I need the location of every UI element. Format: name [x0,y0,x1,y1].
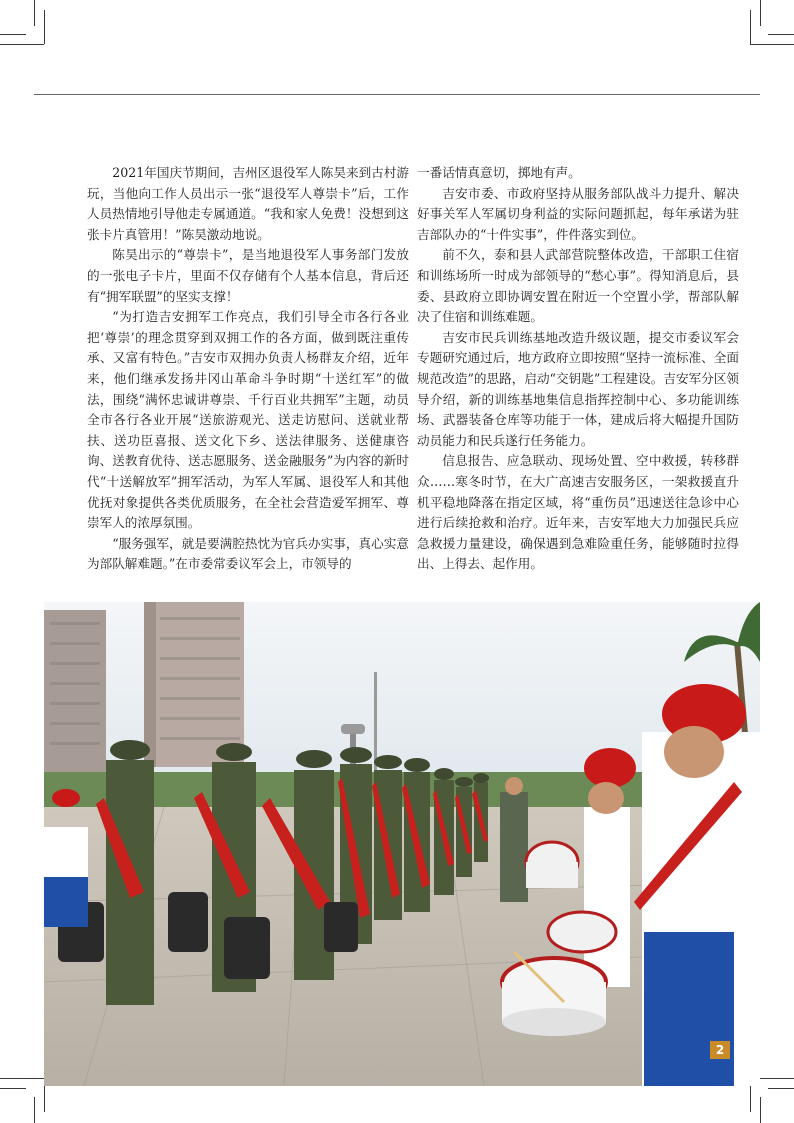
crop-mark [34,1097,35,1123]
paragraph: 吉安市民兵训练基地改造升级议题，提交市委议军会专题研究通过后，地方政府立即按照“坚持一流标准、全面规范改造”的思路，启动“交钥匙”工程建设。吉安军分区领导介绍，新的训练基地集信息指挥控制中心、多功能训练场、武器装备仓库等功能于一体，建成后将大幅提升国防动员能力和民兵遂行任务能力。 [417,329,739,448]
article-left-column [87,163,409,575]
crop-mark [760,1097,761,1123]
crop-mark [0,1078,44,1079]
crop-mark [44,10,45,44]
paragraph: 信息报告、应急联动、现场处置、空中救援，转移群众……寒冬时节，在大广高速吉安服务区，一架救援直升机平稳地降落在指定区域，将“重伤员”迅速送往急诊中心进行后续抢救和治疗。近年来，吉安军地大力加强民兵应急救援力量建设，确保遇到急难险重任务，能够随时拉得出、上得去、起作用。 [417,453,739,572]
crop-mark [760,0,761,26]
article-photo [44,602,760,1086]
crop-mark [768,34,794,35]
page-number: 2 [710,1041,730,1059]
crop-mark [768,1088,794,1089]
paragraph: “为打造吉安拥军工作亮点，我们引导全市各行各业把‘尊崇’的理念贯穿到双拥工作的各方面，做到既注重传承、又富有特色。”吉安市双拥办负责人杨群友介绍，近年来，他们继承发扬井冈山革命斗争时期“十送红军”的做法，围绕“满怀忠诚讲尊崇、千行百业共拥军”主题，动员全市各行各业开展“送旅游观光、送走访慰问、送就业帮扶、送功臣喜报、送文化下乡、送法律服务、送健康咨询、送教育优待、送志愿服务、送金融服务”为内容的新时代“十送解放军”拥军活动，为军人军属、退役军人和其他优抚对象提供各类优质服务，在全社会营造爱军拥军、尊崇军人的浓厚氛围。 [87,309,409,531]
paragraph-continuation: 一番话情真意切，掷地有声。 [417,165,581,180]
crop-mark [34,0,35,26]
crop-mark [750,44,794,45]
crop-mark [0,34,26,35]
paragraph: 前不久，泰和县人武部营院整体改造，干部职工住宿和训练场所一时成为部领导的“愁心事”。得知消息后，县委、县政府立即协调安置在附近一个空置小学，帮部队解决了住宿和训练难题。 [417,247,739,325]
article-right-column [417,163,739,575]
paragraph: “服务强军，就是要满腔热忱为官兵办实事，真心实意为部队解难题。”在市委常委议军会上，市领导的 [87,535,409,572]
paragraph: 吉安市委、市政府坚持从服务部队战斗力提升、解决好事关军人军属切身利益的实际问题抓起，每年承诺为驻吉部队办的“十件实事”，件件落实到位。 [417,185,739,242]
crop-mark [0,44,44,45]
paragraph: 陈昊出示的“尊崇卡”，是当地退役军人事务部门发放的一张电子卡片，里面不仅存储有个人基本信息，背后还有“拥军联盟”的坚实支撑！ [87,247,409,304]
header-rule [34,94,760,95]
crop-mark [750,10,751,44]
crop-mark [0,1088,26,1089]
paragraph: 2021年国庆节期间，吉州区退役军人陈昊来到古村游玩，当他向工作人员出示一张“退役军人尊崇卡”后，工作人员热情地引导他走专属通道。“我和家人免费！没想到这张卡片真管用！”陈昊激动地说。 [87,165,409,242]
